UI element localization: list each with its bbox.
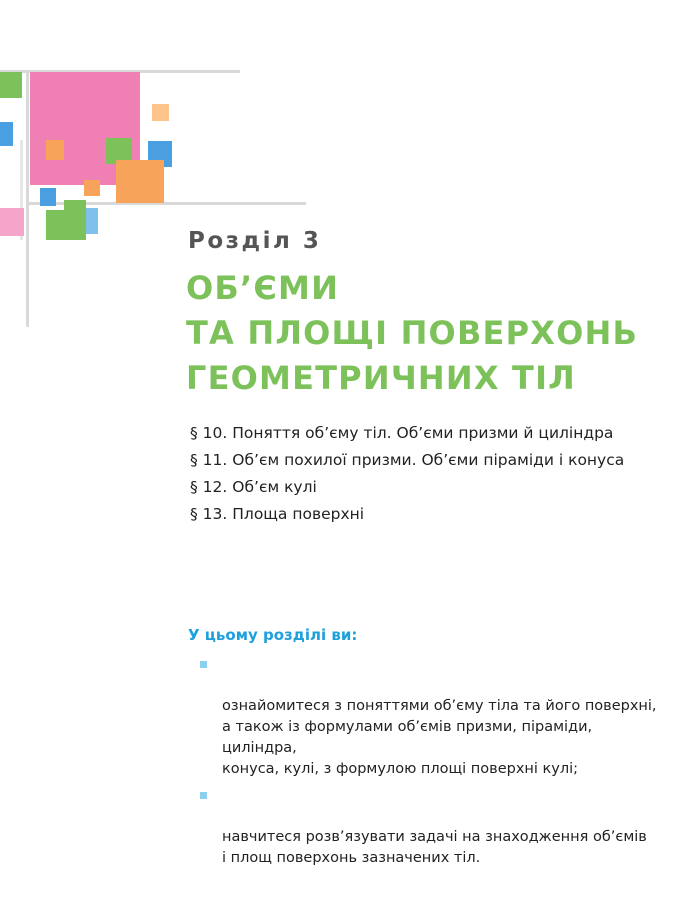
goal-text: навчитеся розв’язувати задачі на знаходження об’ємів і площ поверхонь зазначених тіл. (222, 829, 647, 866)
chapter-title-line: ТА ПЛОЩІ ПОВЕРХОНЬ (186, 314, 639, 352)
deco-square-orange (116, 160, 164, 203)
goals-heading: У цьому розділі ви: (188, 626, 358, 644)
deco-square-pink (0, 208, 24, 236)
deco-square-green (0, 72, 22, 98)
deco-square-orange (152, 104, 169, 121)
bullet-square-icon (200, 792, 207, 799)
deco-square-blue (40, 188, 56, 206)
toc-item: § 12. Об’єм кулі (190, 478, 317, 496)
deco-line (26, 72, 29, 327)
deco-square-orange (84, 180, 100, 196)
chapter-title-line: ГЕОМЕТРИЧНИХ ТІЛ (186, 359, 576, 397)
goal-item (200, 654, 670, 780)
deco-square-blue (86, 208, 98, 234)
table-of-contents (190, 420, 624, 528)
section-label: Розділ 3 (188, 228, 322, 254)
bullet-square-icon (200, 661, 207, 668)
goal-text: ознайомитеся з поняттями об’єму тіла та його поверхні, а також із формулами об’ємів призми, піраміди, циліндра, конуса, кулі, з формулою площі поверхні кулі; (222, 698, 657, 777)
deco-square-orange (46, 140, 64, 160)
deco-square-green (46, 210, 86, 240)
toc-item: § 11. Об’єм похилої призми. Об’єми піраміди і конуса (190, 451, 625, 469)
goals-list (200, 654, 670, 874)
toc-item: § 13. Площа поверхні (190, 505, 365, 523)
chapter-title (186, 266, 638, 401)
toc-item: § 10. Поняття об’єму тіл. Об’єми призми й циліндра (190, 424, 614, 442)
deco-square-blue (0, 122, 13, 146)
goal-item (200, 785, 670, 869)
chapter-title-line: ОБ’ЄМИ (186, 269, 340, 307)
